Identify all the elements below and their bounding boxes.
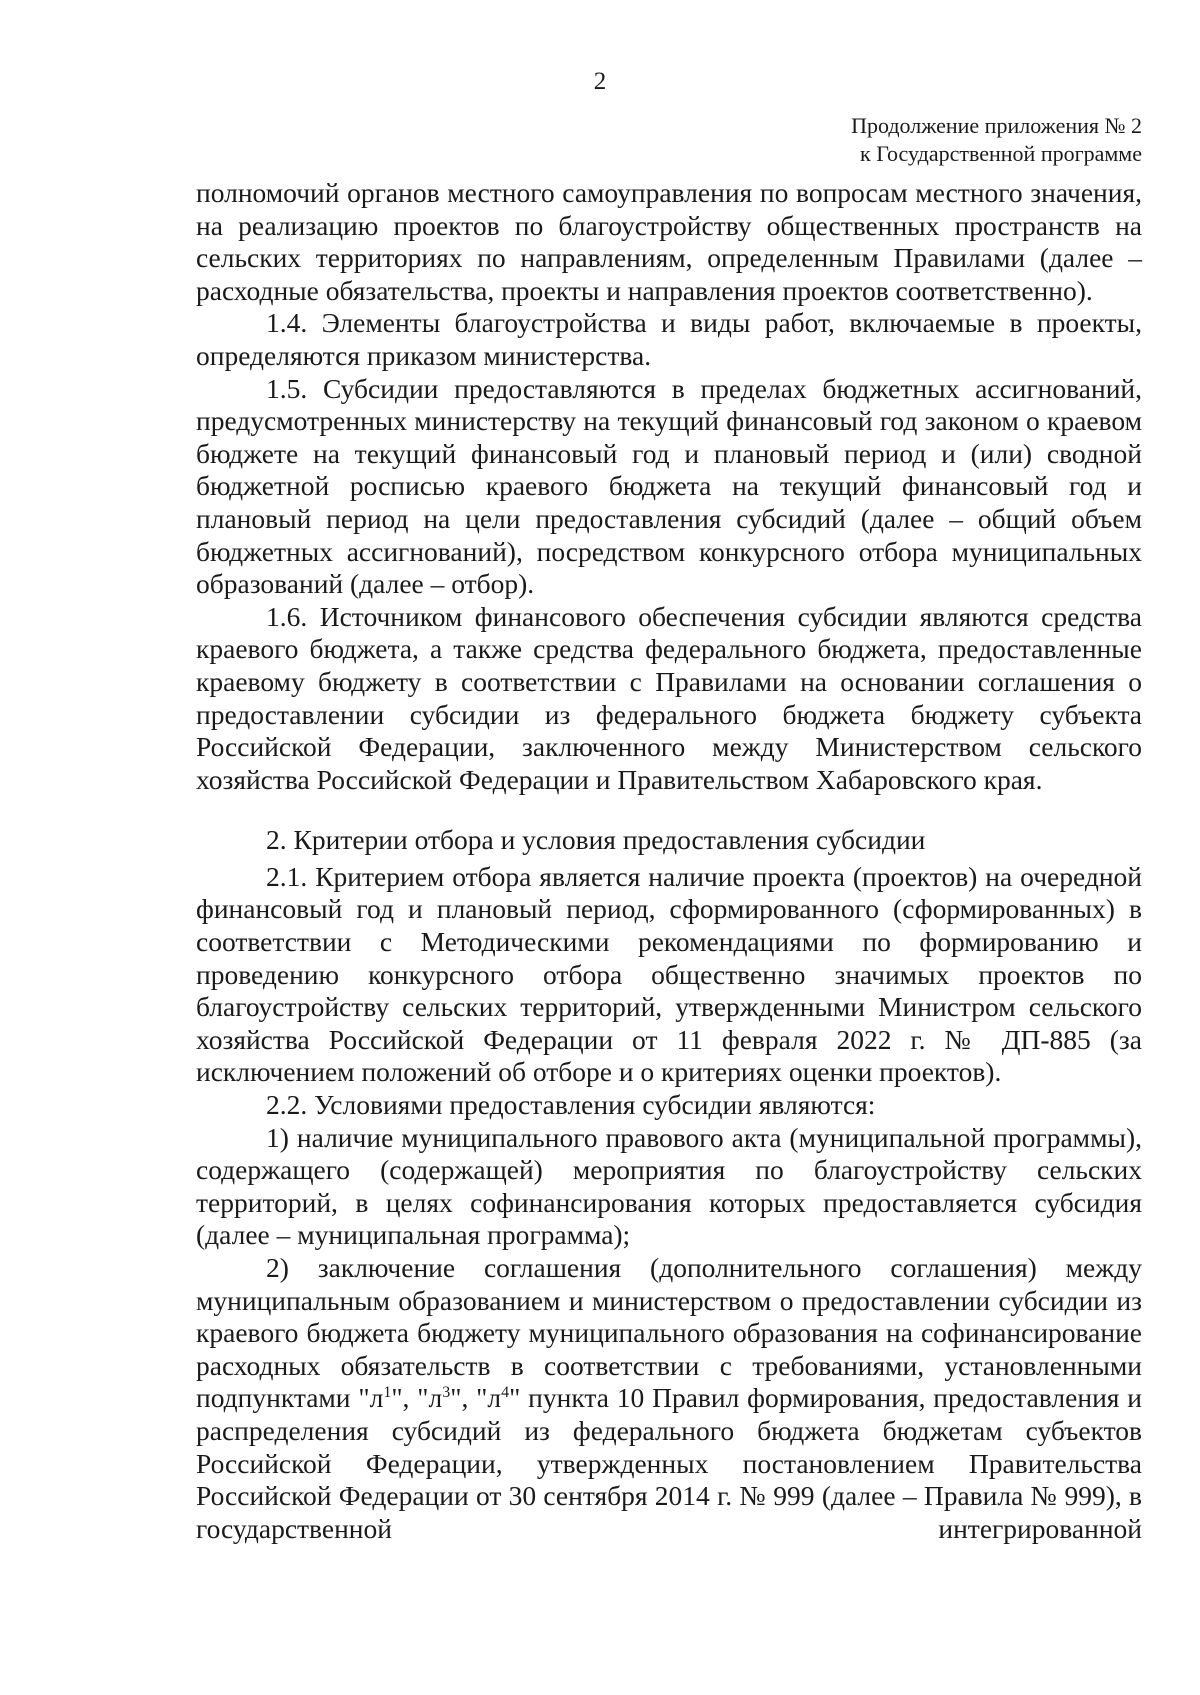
paragraph-2-1: 2.1. Критерием отбора является наличие проекта (проектов) на очередной финансовый год и плановый период, сформированного (сформированных) в соответствии с Методическими рекомендациями по формированию и проведению конкурсного отбора общественно значимых проектов по благоустройству сельских территорий, утвержденными Министром сельского хозяйства Российской Федерации от 11 февраля 2022 г. № ДП-885 (за исключением положений об отборе и о критериях оценки проектов). <box>196 860 1142 1088</box>
appendix-header-line2: к Государственной программе <box>860 141 1142 166</box>
subitem-ref-sep-1: ", "л <box>391 1382 443 1414</box>
page-number: 2 <box>593 68 607 95</box>
subitem-ref-1: 1 <box>383 1384 392 1402</box>
paragraph-2-2: 2.2. Условиями предоставления субсидии являются: <box>266 1089 876 1121</box>
paragraph-1-4: 1.4. Элементы благоустройства и виды работ, включаемые в проекты, определяются приказом министерства. <box>196 307 1142 371</box>
document-body <box>196 177 1142 1545</box>
item-2-text-after: пункта 10 Правил формирования, предоставления и распределения субсидий из федерального бюджета бюджетам субъектов Российской Федерации, утвержденных постановлением Правительства Российской Федерации от 30 сентября 2014 г. № 999 (далее – Правила № 999), в государственной интегрированной <box>196 1382 1142 1544</box>
subitem-ref-3: 3 <box>442 1384 451 1402</box>
paragraph-2-2-item-1: 1) наличие муниципального правового акта (муниципальной программы), содержащего (содержащей) мероприятия по благоустройству сельских территорий, в целях софинансирования которых предоставляется субсидия (далее – муниципальная программа); <box>196 1121 1142 1251</box>
subitem-ref-close: " <box>509 1382 521 1414</box>
item-2-text-before: 2) заключение соглашения (дополнительного соглашения) между муниципальным образованием и министерством о предоставлении субсидии из краевого бюджета бюджету муниципального образования на софинансирование расходных обязательств в соответствии с требованиями, установленными подпунктами <box>196 1252 1142 1414</box>
subitem-ref-sep-2: ", "л <box>450 1382 502 1414</box>
paragraph-1-5: 1.5. Субсидии предоставляются в пределах бюджетных ассигнований, предусмотренных министерству на текущий финансовый год законом о краевом бюджете на текущий финансовый год и плановый период и (или) сводной бюджетной росписью краевого бюджета на текущий финансовый год и плановый период на цели предоставления субсидий (далее – общий объем бюджетных ассигнований), посредством конкурсного отбора муниципальных образований (далее – отбор). <box>196 372 1142 600</box>
paragraph-continuation: полномочий органов местного самоуправления по вопросам местного значения, на реализацию проектов по благоустройству общественных пространств на сельских территориях по направлениям, определенным Правилами (далее – расходные обязательства, проекты и направления проектов соответственно). <box>196 177 1142 306</box>
subitem-ref-l: "л <box>358 1382 384 1414</box>
appendix-header-line1: Продолжение приложения № 2 <box>851 113 1142 138</box>
subitem-ref-4: 4 <box>501 1384 510 1402</box>
appendix-header <box>851 112 1142 168</box>
paragraph-2-2-item-2 <box>196 1252 1142 1545</box>
section-2-heading: 2. Критерии отбора и условия предоставления субсидии <box>266 824 926 856</box>
paragraph-1-6: 1.6. Источником финансового обеспечения субсидии являются средства краевого бюджета, а также средства федерального бюджета, предоставленные краевому бюджету в соответствии с Правилами на основании соглашения о предоставлении субсидии из федерального бюджета бюджету субъекта Российской Федерации, заключенного между Министерством сельского хозяйства Российской Федерации и Правительством Хабаровского края. <box>196 600 1142 795</box>
